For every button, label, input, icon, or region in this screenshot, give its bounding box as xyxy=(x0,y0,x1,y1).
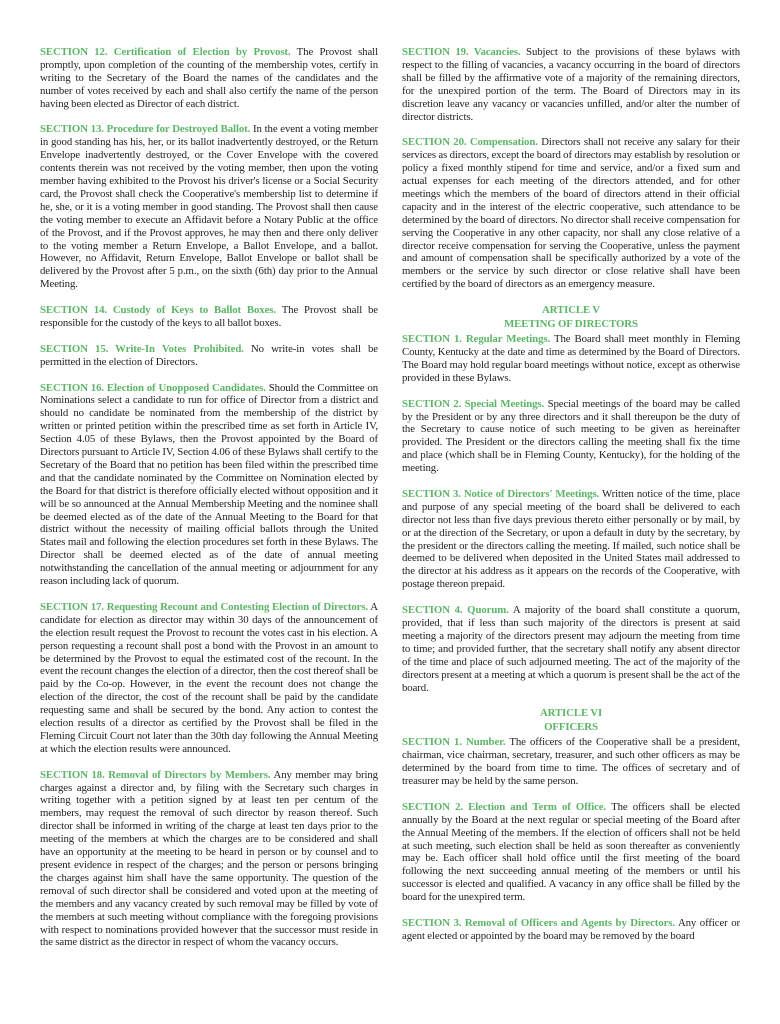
section-paragraph xyxy=(40,382,378,589)
section-body: In the event a voting member in good standing has his, her, or its ballot inadvertently destroyed, or the Return Envelope inadvertently destroyed, or the Cover Envelope with the covered contents therein was not received by the voting member, then upon the voting member having exhibited to the Provost his driver's license or a Social Security card, the Provost shall check the Cooperative's membership list to determine if he, she, or it is a voting member in good standing. The Provost shall then cause the voting member to execute an Affidavit before a Notary Public at the office of the Provost, and if the Provost approves, he may then and there only deliver to the voting member a Return Envelope, a Ballot Envelope, and a ballot. However, no Affidavit, Return Envelope, Ballot Envelope or ballot shall be delivered by the Provost after 5 p.m., on the sixth (6th) day prior to the Annual Meeting. xyxy=(40,123,378,291)
section-heading: SECTION 20. Compensation. xyxy=(402,136,538,149)
section-body: The officers of the Cooperative shall be a president, chairman, vice chairman, secretary, treasurer, and such other officers as may be determined by the board from time to time. The offices of secretary and of treasurer may be held by the same person. xyxy=(402,736,740,788)
section-heading: SECTION 12. Certification of Election by Provost. xyxy=(40,46,291,58)
section-body: The Board shall meet monthly in Fleming County, Kentucky at the date and time as determined by the Board of Directors. The Board may hold regular board meetings without notice, except as otherwise provided in these Bylaws. xyxy=(402,333,740,384)
section-heading: SECTION 18. Removal of Directors by Members. xyxy=(40,768,271,781)
section-body: A majority of the board shall constitute a quorum, provided, that if less than such majority of the directors is present at said meeting a majority of the directors present may adjourn the meeting from time to time; and provided further, that the secretary shall notify any absent director of the time and place of such adjourned meeting. The act of the majority of the directors present at a meeting at which a quorum is present shall be the act of the board. xyxy=(402,604,740,694)
section-paragraph xyxy=(402,604,740,694)
section-body: Any officer or agent elected or appointed by the board may be removed by the board xyxy=(402,916,740,942)
article-subtitle: MEETING OF DIRECTORS xyxy=(504,317,638,330)
section-body: Any member may bring charges against a director and, by filing with the Secretary such charges in writing together with a petition signed by at least ten per centum of the members, may request the removal of such director by reason thereof. Such director shall be informed in writing of the charge at least ten days prior to the meeting of the members at which the charges are to be considered and shall have an opportunity at the meeting to be heard in person or by counsel and to present evidence in respect of the charges; and the person or persons bringing the charges against him shall have the same opportunity. The question of the removal of such director shall be considered and voted upon at the meeting of the members and any vacancy created by such removal may be filled by vote of the members at such meeting without compliance with the foregoing provisions with respect to nominations provided however that the successor must reside in the same district as the director in respect of whom the vacancy occurs. xyxy=(40,768,378,949)
section-paragraph xyxy=(40,46,378,111)
article-title: ARTICLE VI xyxy=(539,707,603,720)
section-body: A candidate for election as director may within 30 days of the announcement of the election result request the Provost to recount the votes cast in his election. A person requesting a recount shall post a bond with the Provost in an amount to be determined by the Provost to equal the estimated cost of the recount. In the event the recount changes the election of a director, then the cost thereof shall be paid by the Co-op. However, in the event the recount does not change the election of the director, the cost of the recount shall be paid by the candidate requesting same and shall be secured by the bond. Any action to contest the election results of a director as certified by the Provost shall be filed in the Fleming Circuit Court not later than the 30th day following the Annual Meeting at which the election results were announced. xyxy=(40,600,378,755)
left-column xyxy=(40,46,378,1004)
section-body: Subject to the provisions of these bylaws with respect to the filling of vacancies, a vacancy occurring in the board of directors shall be filled by the affirmative vote of a majority of the remaining directors, for the unexpired portion of the term. The Board of Directors may in its discretion leave any vacancy or vacancies unfilled, and/or alter the number of director districts. xyxy=(402,46,740,123)
section-body: Special meetings of the board may be called by the President or by any three directors and it shall thereupon be the duty of the Secretary to cause notice of such meeting to be given as hereinafter provided. The President or the directors calling the meeting shall fix the time and place (which shall be in Fleming County, Kentucky), for the holding of the meeting. xyxy=(402,397,740,475)
section-body: No write-in votes shall be permitted in the election of Directors. xyxy=(40,342,378,368)
article-subtitle: OFFICERS xyxy=(544,720,598,733)
section-paragraph xyxy=(402,136,740,291)
section-heading: SECTION 14. Custody of Keys to Ballot Boxes. xyxy=(40,304,276,317)
section-heading: SECTION 17. Requesting Recount and Contesting Election of Directors. xyxy=(40,600,369,613)
section-paragraph xyxy=(402,46,740,123)
section-body: The Provost shall be responsible for the custody of the keys to all ballot boxes. xyxy=(40,304,378,329)
section-paragraph xyxy=(40,601,378,756)
section-heading: SECTION 3. Notice of Directors' Meetings. xyxy=(402,487,600,500)
section-paragraph xyxy=(402,333,740,385)
section-paragraph xyxy=(402,801,740,904)
section-heading: SECTION 1. Number. xyxy=(402,736,506,749)
section-body: Should the Committee on Nominations select a candidate to run for office of Director from a district and should no candidate be nominated from the membership of the district by written or printed petition within the prescribed time as set forth in Article IV, Section 4.05 of these Bylaws, then the Provost appointed by the Board of Directors pursuant to Article IV, Section 4.06 of these Bylaws shall certify to the Secretary of the Board that no petition has been filed within the prescribed time and that the candidate nominated by the Committee on Nomination elected by the Board for that district is therefore officially elected without opposition and it will be so announced at the Annual Membership Meeting and the nominee shall be deemed elected as of the date of the Annual Meeting to the Board for that district without the necessity of mailing official ballots through the United States mail and following the election procedures set forth in these Bylaws. The Director shall be deemed elected as of the date of annual meeting notwithstanding the cancellation of the annual meeting or adjournment for any reason including lack of quorum. xyxy=(40,381,378,588)
section-paragraph xyxy=(40,769,378,950)
section-heading: SECTION 2. Special Meetings. xyxy=(402,397,545,410)
section-heading: SECTION 4. Quorum. xyxy=(402,604,509,617)
section-heading: SECTION 1. Regular Meetings. xyxy=(402,333,551,346)
section-heading: SECTION 13. Procedure for Destroyed Ballot. xyxy=(40,123,251,136)
section-heading: SECTION 16. Election of Unopposed Candidates. xyxy=(40,381,266,394)
section-paragraph xyxy=(402,488,740,591)
section-body: The Provost shall promptly, upon completion of the counting of the membership votes, certify in writing to the Secretary of the Board the names of the candidates and the number of votes received by each and shall also certify the name of the person having been elected as Director of each district. xyxy=(40,46,378,110)
article-heading xyxy=(402,707,740,734)
section-paragraph xyxy=(40,343,378,369)
article-heading xyxy=(402,304,740,331)
section-heading: SECTION 3. Removal of Officers and Agents by Directors. xyxy=(402,916,675,929)
section-paragraph xyxy=(40,123,378,291)
section-paragraph xyxy=(402,917,740,943)
section-paragraph xyxy=(402,398,740,475)
article-title: ARTICLE V xyxy=(541,304,601,317)
right-column xyxy=(402,46,740,1004)
section-heading: SECTION 2. Election and Term of Office. xyxy=(402,800,607,813)
section-body: Directors shall not receive any salary for their services as directors, except the board of directors may establish by resolution or policy a fixed monthly stipend for time and service, and/or a fixed sum and actual expenses for each meeting of the directors attended, and for other meetings which the members of the board of directors attend in their official capacity and in the interest of the electric cooperative, such attendance to be determined by the board of directors. No director shall receive compensation for serving the Cooperative in any other capacity, nor shall any close relative of a director receive compensation for serving the Cooperative, unless the payment and amount of compensation shall be specifically authorized by a vote of the members or the service by such director or close relative shall have been certified by the board of directors as an emergency measure. xyxy=(402,136,740,291)
section-heading: SECTION 15. Write-In Votes Prohibited. xyxy=(40,342,244,355)
section-paragraph xyxy=(402,736,740,788)
section-body: The officers shall be elected annually by the Board at the next regular or special meeting of the Board after the Annual Meeting of the members. If the election of officers shall not be held at such meeting, such election shall be held as soon thereafter as conveniently may be. Each officer shall hold office until the first meeting of the board following the next succeeding annual meeting of the members or until his successor is elected and qualified. A vacancy in any office shall be filled by the board for the unexpired term. xyxy=(402,800,740,904)
section-paragraph xyxy=(40,304,378,330)
section-heading: SECTION 19. Vacancies. xyxy=(402,46,521,58)
section-body: Written notice of the time, place and purpose of any special meeting of the board shall be delivered to each director not less than five days previous thereto either personally or by mail, by or at the direction of the Secretary, or upon a default in duty by the secretary, by the president or the directors calling the meeting. If mailed, such notice shall be deemed to be delivered when deposited in the United States mail addressed to the director at his address as it appears on the records of the Cooperative, with postage thereon prepaid. xyxy=(402,487,740,591)
